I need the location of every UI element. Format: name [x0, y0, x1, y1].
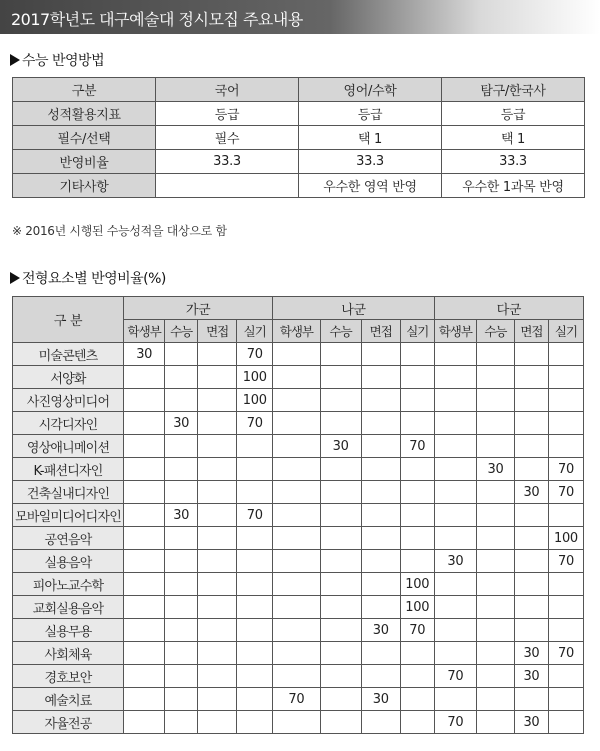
- table-row: [13, 150, 585, 174]
- department-label: 예술치료: [13, 688, 124, 711]
- ratio-cell: [198, 366, 237, 389]
- ratio-cell: [548, 435, 583, 458]
- ratio-cell: 30: [434, 550, 476, 573]
- sub-header: 수능: [476, 320, 514, 343]
- ratio-cell: [361, 573, 400, 596]
- ratio-cell: [237, 688, 273, 711]
- row-label: 기타사항: [13, 174, 156, 198]
- csat-method-table: [12, 77, 585, 198]
- ratio-cell: [400, 343, 434, 366]
- ratio-cell: 100: [400, 596, 434, 619]
- ratio-cell: [548, 711, 583, 734]
- ratio-cell: [361, 481, 400, 504]
- ratio-cell: 70: [548, 642, 583, 665]
- ratio-cell: [361, 550, 400, 573]
- sub-header: 수능: [165, 320, 198, 343]
- ratio-cell: [124, 688, 165, 711]
- ratio-cell: [476, 481, 514, 504]
- ratio-cell: [548, 688, 583, 711]
- ratio-cell: 70: [273, 688, 320, 711]
- ratio-cell: [548, 665, 583, 688]
- department-label: 교회실용음악: [13, 596, 124, 619]
- table-row: [13, 174, 585, 198]
- ratio-cell: [361, 504, 400, 527]
- footnote: ※ 2016년 시행된 수능성적을 대상으로 함: [12, 224, 227, 238]
- ratio-cell: [124, 458, 165, 481]
- group-header-row: [13, 297, 584, 320]
- table-row: [13, 527, 584, 550]
- ratio-cell: [320, 665, 361, 688]
- ratio-cell: [198, 504, 237, 527]
- ratio-cell: [237, 435, 273, 458]
- ratio-cell: 30: [124, 343, 165, 366]
- ratio-cell: [198, 573, 237, 596]
- table-row: [13, 688, 584, 711]
- ratio-cell: [124, 504, 165, 527]
- ratio-cell: [165, 458, 198, 481]
- ratio-cell: [434, 619, 476, 642]
- table-row: [13, 126, 585, 150]
- section1-heading-text: 수능 반영방법: [22, 53, 105, 69]
- sub-header: 실기: [237, 320, 273, 343]
- table-cell: 33.3: [299, 150, 442, 174]
- table-row: [13, 102, 585, 126]
- ratio-cell: [320, 343, 361, 366]
- ratio-cell: [476, 642, 514, 665]
- ratio-cell: 30: [165, 504, 198, 527]
- ratio-cell: [273, 527, 320, 550]
- ratio-cell: [320, 527, 361, 550]
- ratio-cell: 30: [514, 665, 548, 688]
- ratio-cell: [273, 366, 320, 389]
- table-row: [13, 389, 584, 412]
- ratio-cell: [476, 596, 514, 619]
- department-label: 피아노교수학: [13, 573, 124, 596]
- table-header-row: [13, 78, 585, 102]
- table-row: [13, 550, 584, 573]
- ratio-cell: [320, 550, 361, 573]
- ratio-cell: [273, 642, 320, 665]
- sub-header: 수능: [320, 320, 361, 343]
- ratio-cell: [400, 688, 434, 711]
- ratio-cell: [514, 688, 548, 711]
- ratio-cell: [434, 389, 476, 412]
- ratio-cell: [434, 435, 476, 458]
- ratio-cell: [514, 435, 548, 458]
- table-cell: 등급: [156, 102, 299, 126]
- table-row: [13, 665, 584, 688]
- ratio-cell: [514, 458, 548, 481]
- ratio-cell: [361, 366, 400, 389]
- ratio-cell: 70: [434, 711, 476, 734]
- ratio-cell: [514, 550, 548, 573]
- ratio-cell: 70: [548, 458, 583, 481]
- ratio-cell: [124, 481, 165, 504]
- group-header: 가군: [124, 297, 273, 320]
- table-row: [13, 711, 584, 734]
- ratio-cell: [165, 573, 198, 596]
- ratio-cell: [320, 711, 361, 734]
- ratio-cell: [548, 573, 583, 596]
- ratio-cell: [548, 596, 583, 619]
- ratio-cell: [124, 711, 165, 734]
- sub-header: 실기: [548, 320, 583, 343]
- ratio-cell: [476, 366, 514, 389]
- ratio-cell: [237, 573, 273, 596]
- section1-heading: [10, 50, 104, 70]
- ratio-cell: 100: [237, 389, 273, 412]
- ratio-cell: [165, 596, 198, 619]
- ratio-cell: [198, 596, 237, 619]
- ratio-cell: 30: [514, 481, 548, 504]
- ratio-cell: [198, 343, 237, 366]
- ratio-cell: 70: [548, 550, 583, 573]
- table-cell: 33.3: [442, 150, 585, 174]
- ratio-cell: [198, 481, 237, 504]
- column-header: 탐구/한국사: [442, 78, 585, 102]
- ratio-cell: [476, 665, 514, 688]
- ratio-cell: [434, 596, 476, 619]
- table-cell: 필수: [156, 126, 299, 150]
- section2-heading-text: 전형요소별 반영비율(%): [22, 271, 166, 287]
- department-label: 사진영상미디어: [13, 389, 124, 412]
- ratio-cell: [237, 596, 273, 619]
- department-label: 모바일미디어디자인: [13, 504, 124, 527]
- table-cell: 우수한 영역 반영: [299, 174, 442, 198]
- group-header: 나군: [273, 297, 435, 320]
- ratio-cell: [434, 481, 476, 504]
- ratio-cell: [514, 573, 548, 596]
- group-header: 다군: [434, 297, 583, 320]
- ratio-cell: [320, 504, 361, 527]
- table-row: [13, 366, 584, 389]
- ratio-cell: [476, 435, 514, 458]
- table-cell: 택 1: [299, 126, 442, 150]
- ratio-cell: [124, 596, 165, 619]
- ratio-cell: [273, 550, 320, 573]
- table-cell: 우수한 1과목 반영: [442, 174, 585, 198]
- ratio-cell: [434, 573, 476, 596]
- sub-header: 면접: [198, 320, 237, 343]
- ratio-cell: [198, 619, 237, 642]
- row-label: 필수/선택: [13, 126, 156, 150]
- ratio-cell: [124, 573, 165, 596]
- ratio-cell: 30: [476, 458, 514, 481]
- ratio-cell: [514, 366, 548, 389]
- ratio-cell: [361, 711, 400, 734]
- ratio-cell: [476, 504, 514, 527]
- column-header: 영어/수학: [299, 78, 442, 102]
- table-cell: 33.3: [156, 150, 299, 174]
- ratio-cell: [237, 619, 273, 642]
- triangle-bullet-icon: [10, 54, 20, 66]
- sub-header: 학생부: [273, 320, 320, 343]
- ratio-cell: 100: [548, 527, 583, 550]
- department-label: 서양화: [13, 366, 124, 389]
- ratio-cell: 70: [237, 343, 273, 366]
- ratio-cell: [320, 458, 361, 481]
- ratio-cell: [198, 550, 237, 573]
- row-label: 성적활용지표: [13, 102, 156, 126]
- department-label: 사회체육: [13, 642, 124, 665]
- ratio-cell: [434, 642, 476, 665]
- ratio-cell: [434, 412, 476, 435]
- ratio-cell: [165, 642, 198, 665]
- ratio-cell: [361, 389, 400, 412]
- ratio-cell: [434, 458, 476, 481]
- ratio-cell: [124, 435, 165, 458]
- ratio-cell: [320, 481, 361, 504]
- department-label: 시각디자인: [13, 412, 124, 435]
- department-label: K-패션디자인: [13, 458, 124, 481]
- ratio-cell: [548, 389, 583, 412]
- ratio-cell: 70: [548, 481, 583, 504]
- ratio-cell: [273, 412, 320, 435]
- ratio-cell: [320, 619, 361, 642]
- ratio-cell: [273, 573, 320, 596]
- row-label: 반영비율: [13, 150, 156, 174]
- section2-heading: [10, 268, 166, 288]
- ratio-cell: [320, 412, 361, 435]
- ratio-cell: [514, 412, 548, 435]
- ratio-cell: [514, 527, 548, 550]
- ratio-cell: 70: [400, 619, 434, 642]
- ratio-cell: [400, 550, 434, 573]
- ratio-cell: [514, 343, 548, 366]
- ratio-cell: [237, 711, 273, 734]
- ratio-cell: [273, 481, 320, 504]
- ratio-cell: [124, 550, 165, 573]
- ratio-cell: [434, 343, 476, 366]
- ratio-cell: [165, 366, 198, 389]
- ratio-cell: [273, 596, 320, 619]
- ratio-cell: [237, 642, 273, 665]
- ratio-cell: [165, 619, 198, 642]
- ratio-cell: 30: [165, 412, 198, 435]
- ratio-cell: [361, 665, 400, 688]
- ratio-cell: [273, 343, 320, 366]
- ratio-cell: [361, 435, 400, 458]
- sub-header: 학생부: [124, 320, 165, 343]
- ratio-cell: [237, 481, 273, 504]
- ratio-cell: [198, 412, 237, 435]
- ratio-cell: 30: [320, 435, 361, 458]
- table-row: [13, 573, 584, 596]
- ratio-cell: [165, 435, 198, 458]
- page-title: 2017학년도 대구예술대 정시모집 주요내용: [11, 10, 303, 29]
- ratio-cell: [400, 665, 434, 688]
- ratio-cell: 70: [237, 504, 273, 527]
- department-label: 실용음악: [13, 550, 124, 573]
- department-label: 경호보안: [13, 665, 124, 688]
- ratio-cell: [165, 550, 198, 573]
- ratio-cell: [124, 389, 165, 412]
- ratio-cell: [198, 527, 237, 550]
- ratio-cell: 70: [434, 665, 476, 688]
- table-row: [13, 596, 584, 619]
- ratio-cell: [124, 527, 165, 550]
- ratio-cell: [476, 688, 514, 711]
- department-label: 실용무용: [13, 619, 124, 642]
- ratio-cell: [320, 596, 361, 619]
- ratio-cell: [273, 504, 320, 527]
- ratio-cell: [434, 366, 476, 389]
- table-cell: [156, 174, 299, 198]
- ratio-cell: [124, 665, 165, 688]
- sub-header: 면접: [514, 320, 548, 343]
- ratio-cell: [273, 435, 320, 458]
- table-cell: 등급: [442, 102, 585, 126]
- ratio-cell: [434, 527, 476, 550]
- ratio-cell: [165, 389, 198, 412]
- sub-header: 학생부: [434, 320, 476, 343]
- ratio-cell: [124, 366, 165, 389]
- ratio-cell: [320, 573, 361, 596]
- ratio-cell: [361, 412, 400, 435]
- table-row: [13, 481, 584, 504]
- ratio-cell: [476, 412, 514, 435]
- table-cell: 등급: [299, 102, 442, 126]
- ratio-cell: [400, 527, 434, 550]
- ratio-cell: [514, 504, 548, 527]
- ratio-cell: [514, 389, 548, 412]
- ratio-cell: [514, 619, 548, 642]
- ratio-cell: [198, 435, 237, 458]
- table-row: [13, 504, 584, 527]
- ratio-cell: [273, 711, 320, 734]
- ratio-cell: [165, 688, 198, 711]
- ratio-cell: [400, 366, 434, 389]
- ratio-cell: [198, 389, 237, 412]
- ratio-table: [12, 296, 584, 734]
- ratio-cell: [548, 412, 583, 435]
- ratio-cell: [165, 481, 198, 504]
- ratio-cell: 70: [400, 435, 434, 458]
- ratio-cell: [400, 481, 434, 504]
- ratio-cell: 30: [514, 642, 548, 665]
- table-cell: 택 1: [442, 126, 585, 150]
- table-row: [13, 642, 584, 665]
- ratio-cell: [476, 550, 514, 573]
- ratio-cell: 70: [237, 412, 273, 435]
- corner-header: 구 분: [13, 297, 124, 343]
- table-row: [13, 458, 584, 481]
- ratio-cell: [434, 688, 476, 711]
- ratio-cell: [476, 573, 514, 596]
- ratio-cell: [165, 527, 198, 550]
- department-label: 미술콘텐츠: [13, 343, 124, 366]
- ratio-cell: [237, 527, 273, 550]
- ratio-cell: [400, 389, 434, 412]
- title-banner: [0, 0, 600, 34]
- department-label: 건축실내디자인: [13, 481, 124, 504]
- ratio-cell: [165, 343, 198, 366]
- department-label: 영상애니메이션: [13, 435, 124, 458]
- table-row: [13, 412, 584, 435]
- ratio-cell: [165, 665, 198, 688]
- ratio-cell: [273, 665, 320, 688]
- ratio-cell: [320, 688, 361, 711]
- ratio-cell: [198, 458, 237, 481]
- table-row: [13, 343, 584, 366]
- ratio-cell: [400, 458, 434, 481]
- department-label: 공연음악: [13, 527, 124, 550]
- ratio-cell: 30: [361, 688, 400, 711]
- ratio-cell: [237, 458, 273, 481]
- ratio-cell: [273, 458, 320, 481]
- ratio-cell: [361, 343, 400, 366]
- sub-header: 면접: [361, 320, 400, 343]
- ratio-cell: [273, 619, 320, 642]
- ratio-cell: [320, 389, 361, 412]
- ratio-cell: [124, 642, 165, 665]
- ratio-cell: [273, 389, 320, 412]
- ratio-cell: [198, 642, 237, 665]
- ratio-cell: [400, 642, 434, 665]
- triangle-bullet-icon: [10, 272, 20, 284]
- ratio-cell: [476, 343, 514, 366]
- ratio-cell: [361, 642, 400, 665]
- ratio-cell: [198, 688, 237, 711]
- table-row: [13, 619, 584, 642]
- ratio-cell: [476, 619, 514, 642]
- table-row: [13, 435, 584, 458]
- ratio-cell: [198, 711, 237, 734]
- ratio-cell: 100: [400, 573, 434, 596]
- ratio-cell: [548, 343, 583, 366]
- ratio-cell: [124, 412, 165, 435]
- ratio-cell: [320, 366, 361, 389]
- ratio-cell: [198, 665, 237, 688]
- ratio-cell: [361, 596, 400, 619]
- ratio-cell: 30: [514, 711, 548, 734]
- ratio-cell: [548, 619, 583, 642]
- ratio-cell: 100: [237, 366, 273, 389]
- column-header: 구분: [13, 78, 156, 102]
- ratio-cell: [400, 412, 434, 435]
- ratio-cell: [361, 527, 400, 550]
- ratio-cell: [320, 642, 361, 665]
- ratio-cell: [165, 711, 198, 734]
- ratio-cell: [476, 389, 514, 412]
- ratio-cell: [361, 458, 400, 481]
- ratio-cell: [548, 504, 583, 527]
- ratio-cell: [124, 619, 165, 642]
- ratio-cell: [237, 550, 273, 573]
- ratio-cell: [237, 665, 273, 688]
- ratio-cell: [476, 711, 514, 734]
- department-label: 자율전공: [13, 711, 124, 734]
- ratio-cell: [400, 504, 434, 527]
- ratio-cell: [514, 596, 548, 619]
- ratio-cell: [434, 504, 476, 527]
- ratio-cell: [548, 366, 583, 389]
- column-header: 국어: [156, 78, 299, 102]
- sub-header: 실기: [400, 320, 434, 343]
- ratio-cell: 30: [361, 619, 400, 642]
- ratio-cell: [476, 527, 514, 550]
- ratio-cell: [400, 711, 434, 734]
